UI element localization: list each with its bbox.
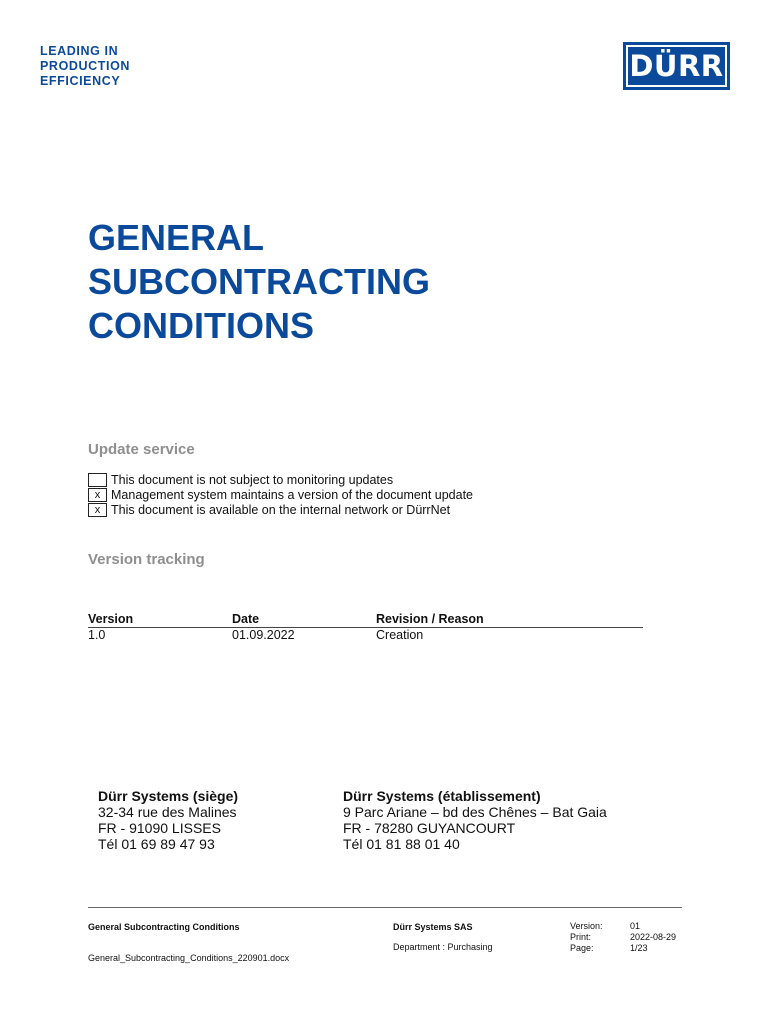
footer-doc-title: General Subcontracting Conditions <box>88 922 240 932</box>
title-line: SUBCONTRACTING <box>88 261 430 302</box>
meta-value: 01 <box>630 921 641 931</box>
address-name: Dürr Systems (siège) <box>98 788 239 804</box>
meta-row <box>570 943 676 954</box>
address-line: 9 Parc Ariane – bd des Chênes – Bat Gaia <box>343 804 607 820</box>
footer-meta <box>570 921 676 954</box>
meta-label: Print: <box>570 932 592 942</box>
address-line: 32-34 rue des Malines <box>98 804 237 820</box>
address-block <box>98 788 238 852</box>
address-line: FR - 78280 GUYANCOURT <box>343 820 516 836</box>
update-option <box>88 487 473 502</box>
tagline-line: LEADING IN <box>40 44 119 58</box>
meta-value: 2022-08-29 <box>630 932 677 942</box>
address-line: FR - 91090 LISSES <box>98 820 221 836</box>
tagline-line: PRODUCTION <box>40 59 131 73</box>
tagline-line: EFFICIENCY <box>40 74 121 88</box>
update-option <box>88 472 473 487</box>
footer-department: Department : Purchasing <box>393 942 493 952</box>
footer-divider <box>88 907 682 908</box>
title-line: CONDITIONS <box>88 305 315 346</box>
update-option-label: Management system maintains a version of the document update <box>111 487 474 502</box>
table-cell: Creation <box>376 628 424 642</box>
version-table <box>88 612 643 642</box>
logo-text: DÜRR <box>626 45 727 87</box>
meta-label: Page: <box>570 943 594 953</box>
meta-row <box>570 932 676 943</box>
checkbox: x <box>88 503 107 517</box>
update-option <box>88 502 473 517</box>
footer-company: Dürr Systems SAS <box>393 922 473 932</box>
meta-value: 1/23 <box>630 943 648 953</box>
checkbox: x <box>88 488 107 502</box>
table-row <box>88 628 643 642</box>
company-tagline <box>40 44 130 89</box>
update-service-heading: Update service <box>88 441 195 458</box>
update-option-label: This document is not subject to monitoring updates <box>111 472 394 487</box>
footer-file-name: General_Subcontracting_Conditions_220901.docx <box>88 953 290 963</box>
update-option-label: This document is available on the internal network or DürrNet <box>111 502 451 517</box>
document-title <box>88 216 430 348</box>
checkbox <box>88 473 107 487</box>
table-cell: 01.09.2022 <box>232 628 295 642</box>
title-line: GENERAL <box>88 217 265 258</box>
column-header: Revision / Reason <box>376 612 484 626</box>
meta-label: Version: <box>570 921 603 931</box>
version-tracking-heading: Version tracking <box>88 551 205 568</box>
update-service-list <box>88 472 473 517</box>
column-header: Date <box>232 612 260 626</box>
address-line: Tél 01 81 88 01 40 <box>343 836 460 852</box>
column-header: Version <box>88 612 134 626</box>
table-cell: 1.0 <box>88 628 106 642</box>
address-name: Dürr Systems (établissement) <box>343 788 541 804</box>
address-block <box>343 788 607 852</box>
meta-row <box>570 921 676 932</box>
durr-logo <box>623 42 730 90</box>
address-line: Tél 01 69 89 47 93 <box>98 836 215 852</box>
